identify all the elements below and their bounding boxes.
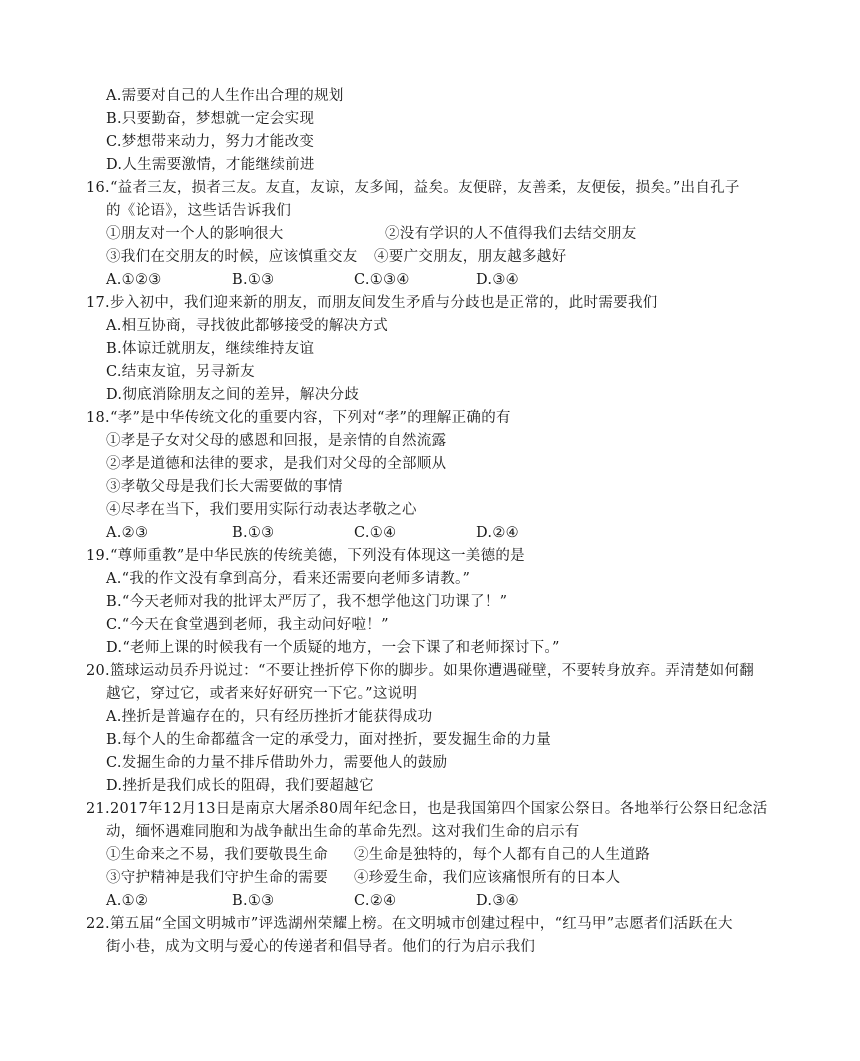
q21-statement-1: ①生命来之不易，我们要敬畏生命 [106, 847, 328, 863]
q16-statement-3: ③我们在交朋友的时候，应该慎重交友 [106, 249, 358, 265]
q22-stem-line-2: 街小巷，成为文明与爱心的传递者和倡导者。他们的行为启示我们 [106, 939, 536, 955]
q15-option-a: A.需要对自己的人生作出合理的规划 [106, 88, 344, 104]
q17-option-b: B.体谅迁就朋友，继续维持友谊 [106, 341, 315, 357]
q20-option-b: B.每个人的生命都蕴含一定的承受力，面对挫折，要发掘生命的力量 [106, 732, 552, 748]
q20-option-a: A.挫折是普遍存在的，只有经历挫折才能获得成功 [106, 709, 433, 725]
q20-option-c: C.发掘生命的力量不排斥借助外力，需要他人的鼓励 [106, 755, 448, 771]
q21-statement-4: ④珍爱生命，我们应该痛恨所有的日本人 [354, 870, 621, 886]
q18-option-c: C.①④ [354, 525, 397, 541]
q20-option-d: D.挫折是我们成长的阻碍，我们要超越它 [106, 778, 374, 794]
q15-option-c: C.梦想带来动力，努力才能改变 [106, 134, 315, 150]
q16-statement-2: ②没有学识的人不值得我们去结交朋友 [385, 226, 637, 242]
q16-statement-1: ①朋友对一个人的影响很大 [106, 226, 284, 242]
q21-option-b: B.①③ [232, 893, 275, 909]
q18-statement-1: ①孝是子女对父母的感恩和回报，是亲情的自然流露 [106, 433, 447, 449]
q21-stem-line-1: 21.2017年12月13日是南京大屠杀80周年纪念日，也是我国第四个国家公祭日。各地举行公祭日纪念活 [86, 801, 768, 817]
q20-stem-line-2: 越它，穿过它，或者来好好研究一下它。”这说明 [106, 686, 418, 702]
q19-option-c: C.“今天在食堂遇到老师，我主动问好啦！” [106, 617, 389, 633]
q18-option-b: B.①③ [232, 525, 275, 541]
q17-stem: 17.步入初中，我们迎来新的朋友，而朋友间发生矛盾与分歧也是正常的，此时需要我们 [86, 295, 658, 311]
q15-option-b: B.只要勤奋，梦想就一定会实现 [106, 111, 315, 127]
q17-option-a: A.相互协商，寻找彼此都够接受的解决方式 [106, 318, 389, 334]
q16-stem-line-1: 16.“益者三友，损者三友。友直，友谅，友多闻，益矣。友便辟，友善柔，友便佞，损矣。”出自孔子 [86, 180, 740, 196]
q16-statement-4: ④要广交朋友，朋友越多越好 [374, 249, 567, 265]
q19-stem: 19.“尊师重教”是中华民族的传统美德，下列没有体现这一美德的是 [86, 548, 525, 564]
q18-statement-2: ②孝是道德和法律的要求，是我们对父母的全部顺从 [106, 456, 447, 472]
q20-stem-line-1: 20.篮球运动员乔丹说过：“不要让挫折停下你的脚步。如果你遭遇碰壁，不要转身放弃。弄清楚如何翻 [86, 663, 755, 679]
q21-option-c: C.②④ [354, 893, 397, 909]
q15-option-d: D.人生需要激情，才能继续前进 [106, 157, 315, 173]
q18-statement-4: ④尽孝在当下，我们要用实际行动表达孝敬之心 [106, 502, 417, 518]
q22-stem-line-1: 22.第五届“全国文明城市”评选湖州荣耀上榜。在文明城市创建过程中，“红马甲”志愿者们活跃在大 [86, 916, 733, 932]
q18-statement-3: ③孝敬父母是我们长大需要做的事情 [106, 479, 343, 495]
q17-option-d: D.彻底消除朋友之间的差异，解决分歧 [106, 387, 360, 403]
q18-stem: 18.“孝”是中华传统文化的重要内容，下列对“孝”的理解正确的有 [86, 410, 511, 426]
q21-statement-3: ③守护精神是我们守护生命的需要 [106, 870, 328, 886]
q18-option-d: D.②④ [476, 525, 519, 541]
q21-stem-line-2: 动，缅怀遇难同胞和为战争献出生命的革命先烈。这对我们生命的启示有 [106, 824, 580, 840]
q21-option-d: D.③④ [476, 893, 519, 909]
q16-option-b: B.①③ [232, 272, 275, 288]
q19-option-b: B.“今天老师对我的批评太严厉了，我不想学他这门功课了！” [106, 594, 508, 610]
q21-option-a: A.①② [106, 893, 149, 909]
q19-option-a: A.“我的作文没有拿到高分，看来还需要向老师多请教。” [106, 571, 471, 587]
q21-statement-2: ②生命是独特的，每个人都有自己的人生道路 [354, 847, 650, 863]
q18-option-a: A.②③ [106, 525, 149, 541]
q16-option-a: A.①②③ [106, 272, 162, 288]
q16-stem-line-2: 的《论语》，这些话告诉我们 [106, 203, 292, 219]
q17-option-c: C.结束友谊，另寻新友 [106, 364, 255, 380]
q19-option-d: D.“老师上课的时候我有一个质疑的地方，一会下课了和老师探讨下。” [106, 640, 560, 656]
q16-option-d: D.③④ [476, 272, 519, 288]
q16-option-c: C.①③④ [354, 272, 410, 288]
